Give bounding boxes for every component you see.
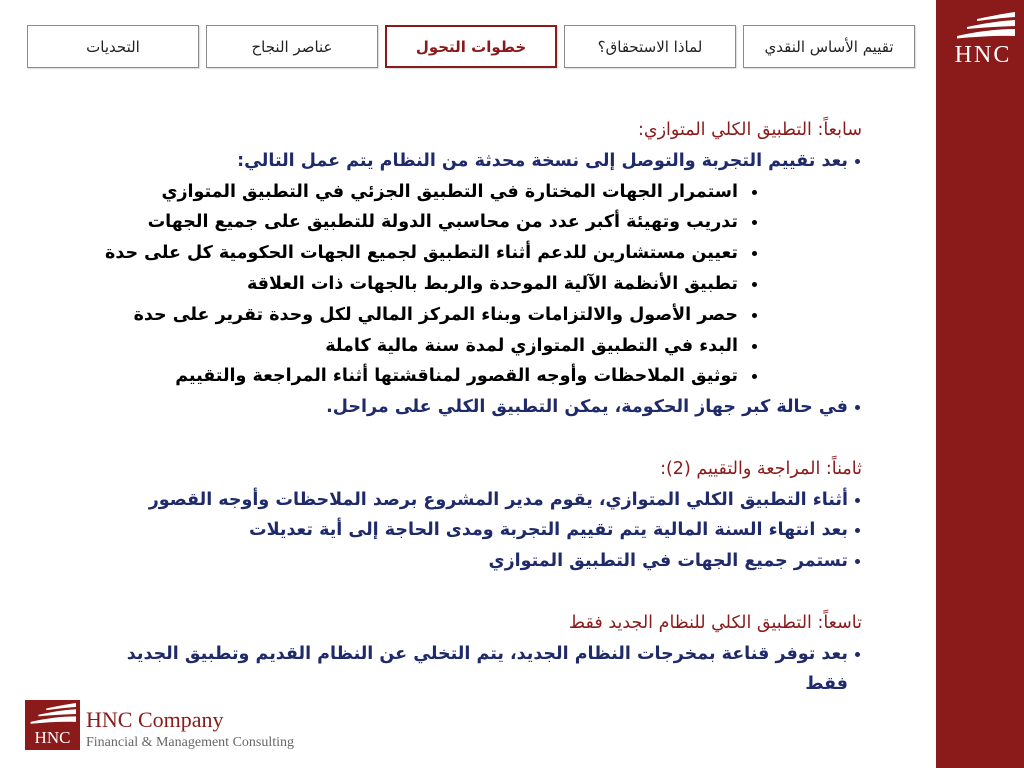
- section-heading: تاسعاً: التطبيق الكلي للنظام الجديد فقط: [568, 612, 862, 633]
- slide-body: [105, 115, 862, 700]
- sub-bullet-item: استمرار الجهات المختارة في التطبيق الجزئي في التطبيق المتوازي: [161, 177, 862, 208]
- logo-stripe: [977, 12, 1015, 21]
- sub-bullet-item: توثيق الملاحظات وأوجه القصور لمناقشتها أثناء المراجعة والتقييم: [175, 361, 862, 392]
- sidebar-logo-text: HNC: [954, 42, 1012, 68]
- sub-bullet-item: البدء في التطبيق المتوازي لمدة سنة مالية كاملة: [325, 331, 862, 362]
- footer-logo-text: HNC: [34, 728, 71, 747]
- tab-challenges[interactable]: التحديات: [27, 25, 199, 68]
- logo-stripe: [967, 20, 1015, 29]
- bullet-item: في حالة كبر جهاز الحكومة، يمكن التطبيق الكلي على مراحل.: [326, 392, 862, 423]
- logo-stripe: [46, 703, 76, 710]
- section-heading: سابعاً: التطبيق الكلي المتوازي:: [638, 120, 862, 140]
- sub-bullet-item: تعيين مستشارين للدعم أثناء التطبيق لجميع الجهات الحكومية كل على حدة: [105, 238, 862, 269]
- hnc-stripes-icon: [955, 12, 1015, 40]
- bullet-item: أثناء التطبيق الكلي المتوازي، يقوم مدير المشروع برصد الملاحظات وأوجه القصور: [149, 485, 862, 516]
- bullet-item: بعد انتهاء السنة المالية يتم تقييم التجربة ومدى الحاجة إلى أية تعديلات: [249, 515, 862, 546]
- section-review-evaluation: [105, 454, 862, 577]
- company-tagline: Financial & Management Consulting: [86, 735, 295, 750]
- footer-logo: [25, 700, 80, 750]
- section-heading: ثامناً: المراجعة والتقييم (2):: [660, 458, 862, 479]
- tab-cash-basis-evaluation[interactable]: تقييم الأساس النقدي: [743, 25, 915, 68]
- tab-why-accrual[interactable]: لماذا الاستحقاق؟: [564, 25, 736, 68]
- sub-bullet-item: حصر الأصول والالتزامات وبناء المركز المالي لكل وحدة تقرير على حدة: [134, 300, 862, 331]
- tab-success-factors[interactable]: عناصر النجاح: [206, 25, 378, 68]
- company-name: HNC Company: [86, 707, 224, 732]
- sub-bullet-item: تطبيق الأنظمة الآلية الموحدة والربط بالجهات ذات العلاقة: [247, 269, 862, 300]
- section-parallel-implementation: [105, 115, 862, 423]
- logo-stripe: [31, 716, 76, 723]
- tab-transition-steps[interactable]: خطوات التحول: [385, 25, 557, 68]
- brand-sidebar: [936, 0, 1024, 768]
- section-full-new-system: [105, 608, 862, 700]
- bullet-item: بعد تقييم التجربة والتوصل إلى نسخة محدثة من النظام يتم عمل التالي:: [237, 146, 862, 177]
- bullet-item: بعد توفر قناعة بمخرجات النظام الجديد، يتم التخلي عن النظام القديم وتطبيق الجديد فقط: [105, 639, 862, 701]
- hnc-stripes-icon: [29, 703, 76, 725]
- sub-bullet-item: تدريب وتهيئة أكبر عدد من محاسبي الدولة للتطبيق على جميع الجهات: [148, 207, 862, 238]
- bullet-item: تستمر جميع الجهات في التطبيق المتوازي: [489, 546, 862, 577]
- logo-stripe: [957, 29, 1015, 39]
- logo-stripe: [38, 709, 76, 716]
- section-nav-tabs: [27, 25, 915, 68]
